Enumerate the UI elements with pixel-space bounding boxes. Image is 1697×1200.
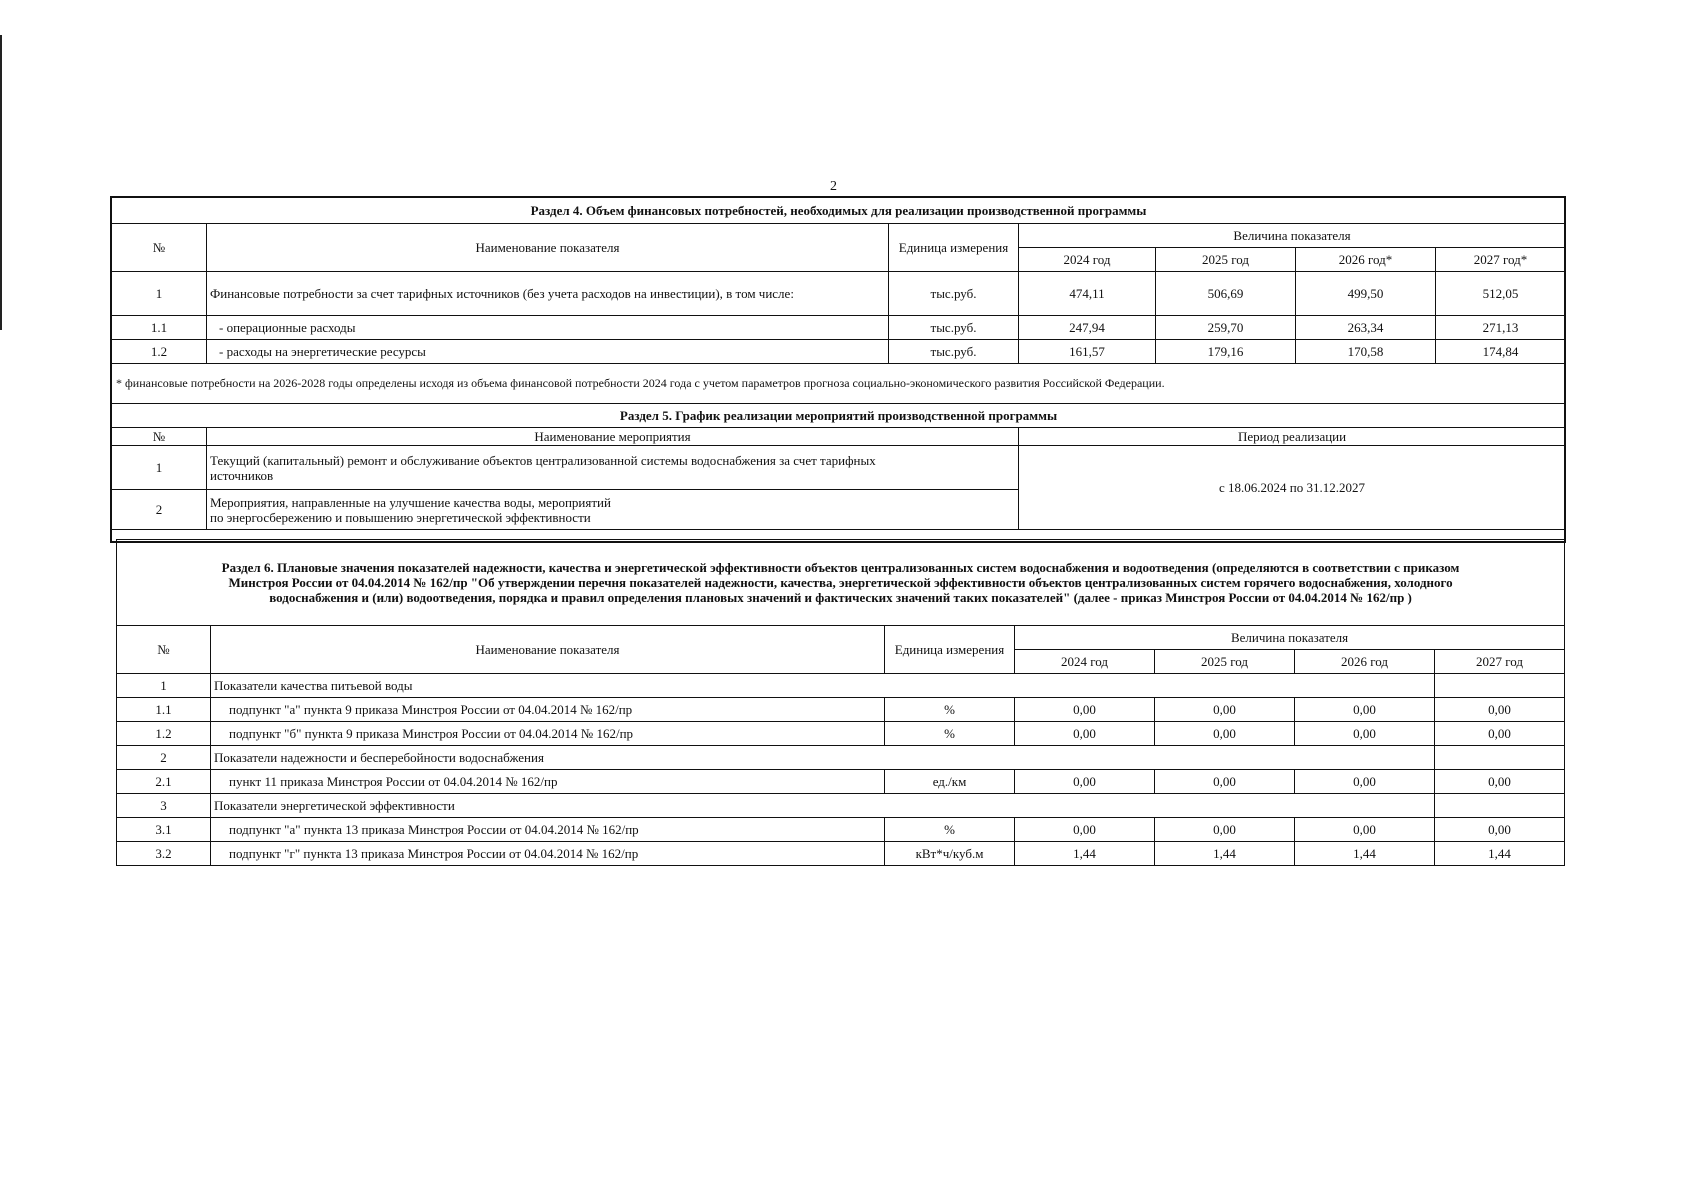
row-num: 3.2 bbox=[117, 842, 211, 866]
row-value: 170,58 bbox=[1296, 340, 1436, 364]
row-unit: тыс.руб. bbox=[889, 340, 1019, 364]
group-num: 1 bbox=[117, 674, 211, 698]
row-value: 271,13 bbox=[1436, 316, 1566, 340]
row-unit: % bbox=[885, 818, 1015, 842]
table-row bbox=[112, 272, 1566, 316]
row-value: 512,05 bbox=[1436, 272, 1566, 316]
row-value: 0,00 bbox=[1015, 722, 1155, 746]
row-value: 263,34 bbox=[1296, 316, 1436, 340]
row-value: 0,00 bbox=[1155, 722, 1295, 746]
row-name bbox=[207, 490, 1019, 530]
group-row bbox=[117, 794, 1565, 818]
table-row bbox=[112, 340, 1566, 364]
row-value: 0,00 bbox=[1435, 818, 1565, 842]
section6-header-year: 2025 год bbox=[1155, 650, 1295, 674]
row-value: 0,00 bbox=[1295, 770, 1435, 794]
row-name-line: Текущий (капитальный) ремонт и обслуживание объектов централизованной системы водоснабжения за счет тарифных bbox=[210, 452, 876, 468]
row-name-line: по энергосбережению и повышению энергетической эффективности bbox=[210, 509, 591, 525]
row-value: 0,00 bbox=[1295, 698, 1435, 722]
section5-header-num: № bbox=[112, 428, 207, 446]
section5-period: с 18.06.2024 по 31.12.2027 bbox=[1019, 446, 1566, 530]
section4-header-year: 2025 год bbox=[1156, 248, 1296, 272]
section6-header-unit: Единица измерения bbox=[885, 626, 1015, 674]
section6-title-line: водоснабжения и (или) водоотведения, порядка и правил определения плановых значений и фактических значений таких показателей" (далее - приказ Минстроя России от 04.04.2014 № 162/пр ) bbox=[269, 590, 1412, 605]
section5-header-period: Период реализации bbox=[1019, 428, 1566, 446]
row-value: 1,44 bbox=[1155, 842, 1295, 866]
section5-title: Раздел 5. График реализации мероприятий производственной программы bbox=[112, 404, 1566, 428]
row-name: подпункт "г" пункта 13 приказа Минстроя России от 04.04.2014 № 162/пр bbox=[211, 842, 885, 866]
row-num: 1.2 bbox=[117, 722, 211, 746]
row-value: 161,57 bbox=[1019, 340, 1156, 364]
row-name-line: Мероприятия, направленные на улучшение качества воды, мероприятий bbox=[210, 494, 611, 510]
table-row bbox=[117, 722, 1565, 746]
section6-title bbox=[117, 540, 1565, 626]
row-unit: кВт*ч/куб.м bbox=[885, 842, 1015, 866]
scan-edge-mark bbox=[0, 35, 2, 330]
group-num: 3 bbox=[117, 794, 211, 818]
row-value: 0,00 bbox=[1015, 770, 1155, 794]
row-value: 0,00 bbox=[1155, 818, 1295, 842]
row-value: 0,00 bbox=[1435, 698, 1565, 722]
section4-title: Раздел 4. Объем финансовых потребностей, необходимых для реализации производственной программы bbox=[112, 198, 1566, 224]
section6-table bbox=[116, 539, 1565, 866]
row-value: 259,70 bbox=[1156, 316, 1296, 340]
row-unit: % bbox=[885, 722, 1015, 746]
section4-footnote: * финансовые потребности на 2026-2028 годы определены исходя из объема финансовой потребности 2024 года с учетом параметров прогноза социально-экономического развития Российской Федерации. bbox=[112, 364, 1566, 404]
table-row bbox=[117, 842, 1565, 866]
row-num: 3.1 bbox=[117, 818, 211, 842]
row-value: 1,44 bbox=[1435, 842, 1565, 866]
row-unit: тыс.руб. bbox=[889, 272, 1019, 316]
section6-header-year: 2027 год bbox=[1435, 650, 1565, 674]
row-name-line: источников bbox=[210, 467, 274, 483]
section4-header-unit: Единица измерения bbox=[889, 224, 1019, 272]
row-value: 1,44 bbox=[1295, 842, 1435, 866]
table-row bbox=[117, 818, 1565, 842]
group-name: Показатели надежности и бесперебойности водоснабжения bbox=[211, 746, 1435, 770]
row-name: - расходы на энергетические ресурсы bbox=[207, 340, 889, 364]
row-value: 0,00 bbox=[1295, 818, 1435, 842]
row-value: 1,44 bbox=[1015, 842, 1155, 866]
table-row bbox=[112, 316, 1566, 340]
row-value: 179,16 bbox=[1156, 340, 1296, 364]
row-name: подпункт "а" пункта 9 приказа Минстроя России от 04.04.2014 № 162/пр bbox=[211, 698, 885, 722]
row-num: 2 bbox=[112, 490, 207, 530]
row-value: 0,00 bbox=[1155, 698, 1295, 722]
page-number: 2 bbox=[830, 179, 837, 194]
row-value: 0,00 bbox=[1015, 698, 1155, 722]
row-value: 0,00 bbox=[1155, 770, 1295, 794]
row-num: 1.1 bbox=[112, 316, 207, 340]
section4-header-year: 2027 год* bbox=[1436, 248, 1566, 272]
group-empty-cell bbox=[1435, 746, 1565, 770]
section6-header-value: Величина показателя bbox=[1015, 626, 1565, 650]
row-name bbox=[207, 446, 1019, 490]
section6-header-name: Наименование показателя bbox=[211, 626, 885, 674]
row-value: 474,11 bbox=[1019, 272, 1156, 316]
group-empty-cell bbox=[1435, 674, 1565, 698]
table-row bbox=[117, 770, 1565, 794]
row-num: 1 bbox=[112, 446, 207, 490]
section4-header-year: 2024 год bbox=[1019, 248, 1156, 272]
section6-title-line: Минстроя России от 04.04.2014 № 162/пр "Об утверждении перечня показателей надежности, качества, энергетической эффективности объектов централизованных систем горячего водоснабжения, холодного bbox=[228, 575, 1453, 590]
sections-4-5-table bbox=[111, 197, 1566, 530]
row-value: 247,94 bbox=[1019, 316, 1156, 340]
section5-header-name: Наименование мероприятия bbox=[207, 428, 1019, 446]
row-value: 506,69 bbox=[1156, 272, 1296, 316]
group-row bbox=[117, 674, 1565, 698]
section4-header-year: 2026 год* bbox=[1296, 248, 1436, 272]
row-unit: % bbox=[885, 698, 1015, 722]
row-value: 499,50 bbox=[1296, 272, 1436, 316]
row-unit: тыс.руб. bbox=[889, 316, 1019, 340]
row-num: 1 bbox=[112, 272, 207, 316]
row-value: 0,00 bbox=[1015, 818, 1155, 842]
row-name: подпункт "а" пункта 13 приказа Минстроя России от 04.04.2014 № 162/пр bbox=[211, 818, 885, 842]
section6-header-year: 2026 год bbox=[1295, 650, 1435, 674]
group-num: 2 bbox=[117, 746, 211, 770]
row-name: Финансовые потребности за счет тарифных источников (без учета расходов на инвестиции), в том числе: bbox=[207, 272, 889, 316]
section4-header-name: Наименование показателя bbox=[207, 224, 889, 272]
group-empty-cell bbox=[1435, 794, 1565, 818]
group-name: Показатели энергетической эффективности bbox=[211, 794, 1435, 818]
section6-title-line: Раздел 6. Плановые значения показателей надежности, качества и энергетической эффективности объектов централизованных систем водоснабжения и водоотведения (определяются в соответствии с приказом bbox=[221, 560, 1460, 575]
section6-header-num: № bbox=[117, 626, 211, 674]
group-row bbox=[117, 746, 1565, 770]
row-name: подпункт "б" пункта 9 приказа Минстроя России от 04.04.2014 № 162/пр bbox=[211, 722, 885, 746]
row-value: 174,84 bbox=[1436, 340, 1566, 364]
row-name: пункт 11 приказа Минстроя России от 04.04.2014 № 162/пр bbox=[211, 770, 885, 794]
row-value: 0,00 bbox=[1435, 722, 1565, 746]
row-num: 1.1 bbox=[117, 698, 211, 722]
table-row bbox=[117, 698, 1565, 722]
section6-header-year: 2024 год bbox=[1015, 650, 1155, 674]
row-num: 2.1 bbox=[117, 770, 211, 794]
section4-header-num: № bbox=[112, 224, 207, 272]
row-value: 0,00 bbox=[1435, 770, 1565, 794]
section4-header-value: Величина показателя bbox=[1019, 224, 1566, 248]
row-value: 0,00 bbox=[1295, 722, 1435, 746]
row-num: 1.2 bbox=[112, 340, 207, 364]
group-name: Показатели качества питьевой воды bbox=[211, 674, 1435, 698]
row-name: - операционные расходы bbox=[207, 316, 889, 340]
table-row bbox=[112, 446, 1566, 490]
row-unit: ед./км bbox=[885, 770, 1015, 794]
